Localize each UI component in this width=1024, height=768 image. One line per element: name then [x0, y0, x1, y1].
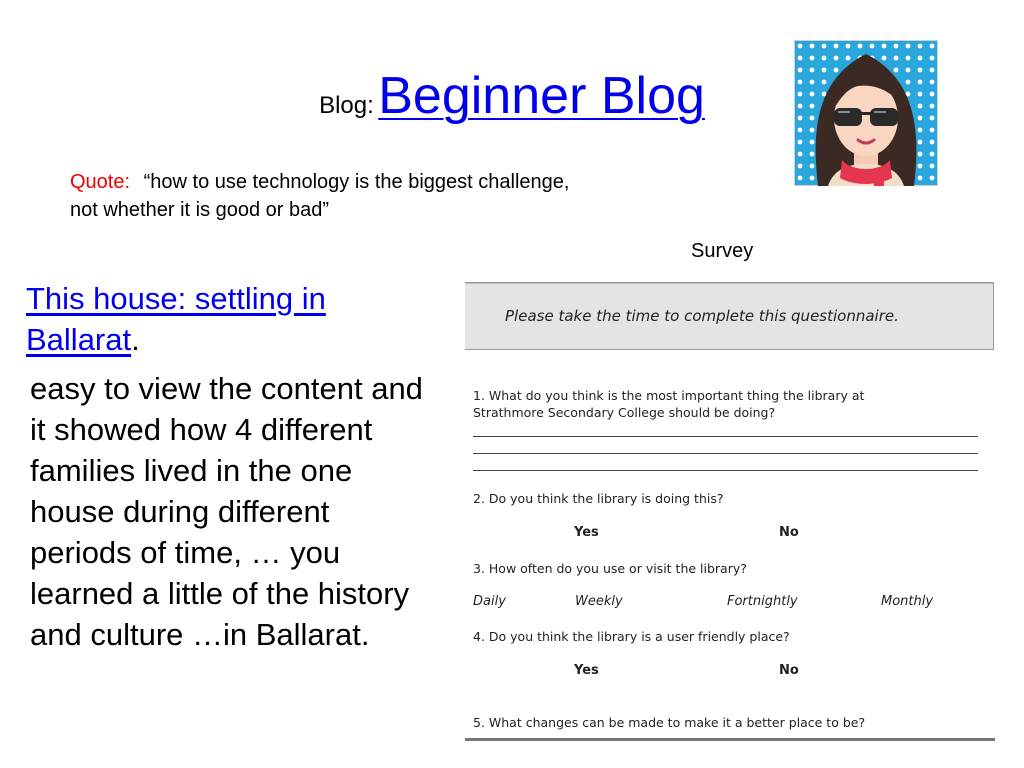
- blog-heading: [26, 278, 431, 360]
- question-5: 5. What changes can be made to make it a better place to be?: [473, 715, 866, 730]
- title-prefix: Blog:: [319, 92, 374, 119]
- question-2: 2. Do you think the library is doing this?: [473, 491, 724, 506]
- q3-option-fortnightly: Fortnightly: [727, 594, 798, 609]
- q3-option-weekly: Weekly: [575, 594, 623, 609]
- question-1-line-2: Strathmore Secondary College should be doing?: [473, 405, 776, 420]
- survey-image: [465, 282, 995, 742]
- answer-line: [473, 436, 978, 437]
- q3-option-daily: Daily: [473, 594, 506, 609]
- question-1-line-1: 1. What do you think is the most important thing the library at: [473, 388, 865, 403]
- q4-yes-option: Yes: [574, 663, 599, 678]
- question-4: 4. Do you think the library is a user friendly place?: [473, 629, 790, 644]
- q3-option-monthly: Monthly: [881, 594, 934, 609]
- link-suffix: .: [131, 322, 140, 357]
- quote-label: Quote:: [70, 171, 131, 193]
- survey-caption: Survey: [691, 240, 754, 262]
- answer-line: [473, 470, 978, 471]
- quote-block: [70, 168, 590, 224]
- q2-yes-option: Yes: [574, 525, 599, 540]
- question-3: 3. How often do you use or visit the library?: [473, 561, 747, 576]
- q4-no-option: No: [779, 663, 799, 678]
- answer-line: [473, 453, 978, 454]
- beginner-blog-link[interactable]: Beginner Blog: [378, 67, 705, 125]
- blog-paragraph: easy to view the content and it showed how 4 different families lived in the one house during different periods of time, … you learned a little of the history and culture …in Ballarat.: [30, 371, 423, 652]
- avatar-icon: [794, 40, 938, 186]
- survey-bottom-border: [465, 738, 995, 741]
- survey-banner: [465, 282, 994, 350]
- survey-banner-text: Please take the time to complete this questionnaire.: [505, 307, 899, 325]
- blog-description: [26, 278, 431, 655]
- quote-text: “how to use technology is the biggest challenge, not whether it is good or bad”: [70, 171, 570, 221]
- avatar: [794, 40, 938, 186]
- q2-no-option: No: [779, 525, 799, 540]
- this-house-link[interactable]: This house: settling in Ballarat: [26, 281, 326, 357]
